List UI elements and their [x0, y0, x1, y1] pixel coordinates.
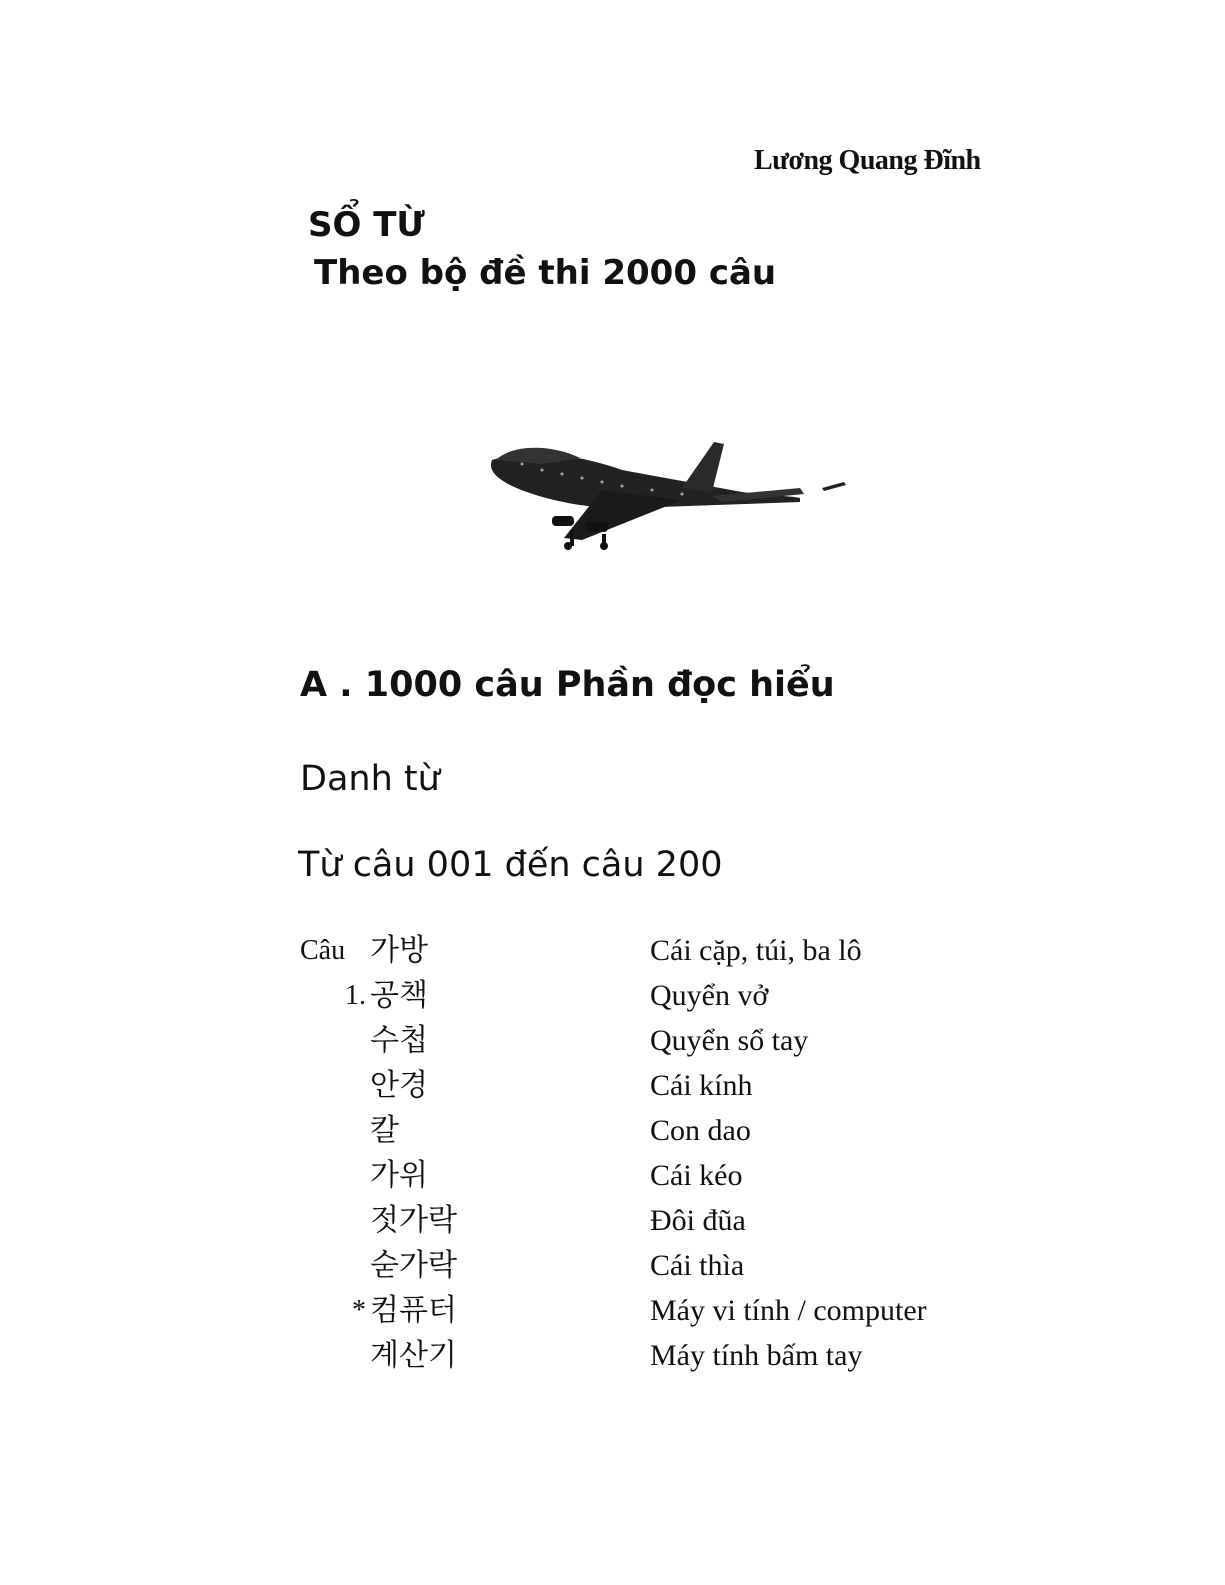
vietnamese-meaning: Cái kính [650, 1069, 753, 1102]
vietnamese-meaning: Cái kéo [650, 1159, 743, 1192]
korean-word: 수첩 [370, 1023, 428, 1058]
row-marker: * [352, 1295, 366, 1326]
vocab-row [300, 1153, 1000, 1198]
vietnamese-meaning: Quyển vở [650, 979, 769, 1012]
vocab-row [300, 1108, 1000, 1153]
section-heading: A . 1000 câu Phần đọc hiểu [300, 665, 835, 705]
korean-word: 안경 [370, 1068, 428, 1103]
vietnamese-meaning: Quyển sổ tay [650, 1024, 809, 1057]
vietnamese-meaning: Máy vi tính / computer [650, 1294, 927, 1327]
question-range-label: Từ câu 001 đến câu 200 [298, 845, 723, 885]
vocab-row [300, 1018, 1000, 1063]
vocab-row [300, 928, 1000, 973]
vietnamese-meaning: Máy tính bấm tay [650, 1339, 863, 1372]
korean-word: 가위 [370, 1158, 428, 1193]
korean-word: 가방 [370, 933, 428, 968]
vocab-row [300, 1288, 1000, 1333]
vietnamese-meaning: Con dao [650, 1114, 751, 1147]
korean-word: 공책 [370, 978, 428, 1013]
vocab-row [300, 1333, 1000, 1378]
part-of-speech-label: Danh từ [300, 759, 440, 799]
vocabulary-list [300, 928, 1000, 1378]
vocab-row [300, 1198, 1000, 1243]
document-subtitle: Theo bộ đề thi 2000 câu [314, 253, 777, 293]
vietnamese-meaning: Cái cặp, túi, ba lô [650, 934, 862, 967]
document-title: SỔ TỪ [308, 205, 425, 245]
row-marker: Câu [300, 935, 346, 966]
vietnamese-meaning: Đôi đũa [650, 1204, 746, 1237]
vocab-row [300, 1063, 1000, 1108]
korean-word: 컴퓨터 [370, 1293, 457, 1328]
vietnamese-meaning: Cái thìa [650, 1249, 745, 1282]
row-marker: 1. [345, 980, 366, 1011]
author-name: Lương Quang Đĩnh [754, 145, 981, 176]
korean-word: 젓가락 [370, 1203, 457, 1238]
korean-word: 칼 [370, 1113, 399, 1148]
vocab-row [300, 973, 1000, 1018]
korean-word: 숟가락 [370, 1248, 457, 1283]
airplane-illustration [482, 430, 854, 550]
vocab-row [300, 1243, 1000, 1288]
korean-word: 계산기 [370, 1338, 457, 1373]
